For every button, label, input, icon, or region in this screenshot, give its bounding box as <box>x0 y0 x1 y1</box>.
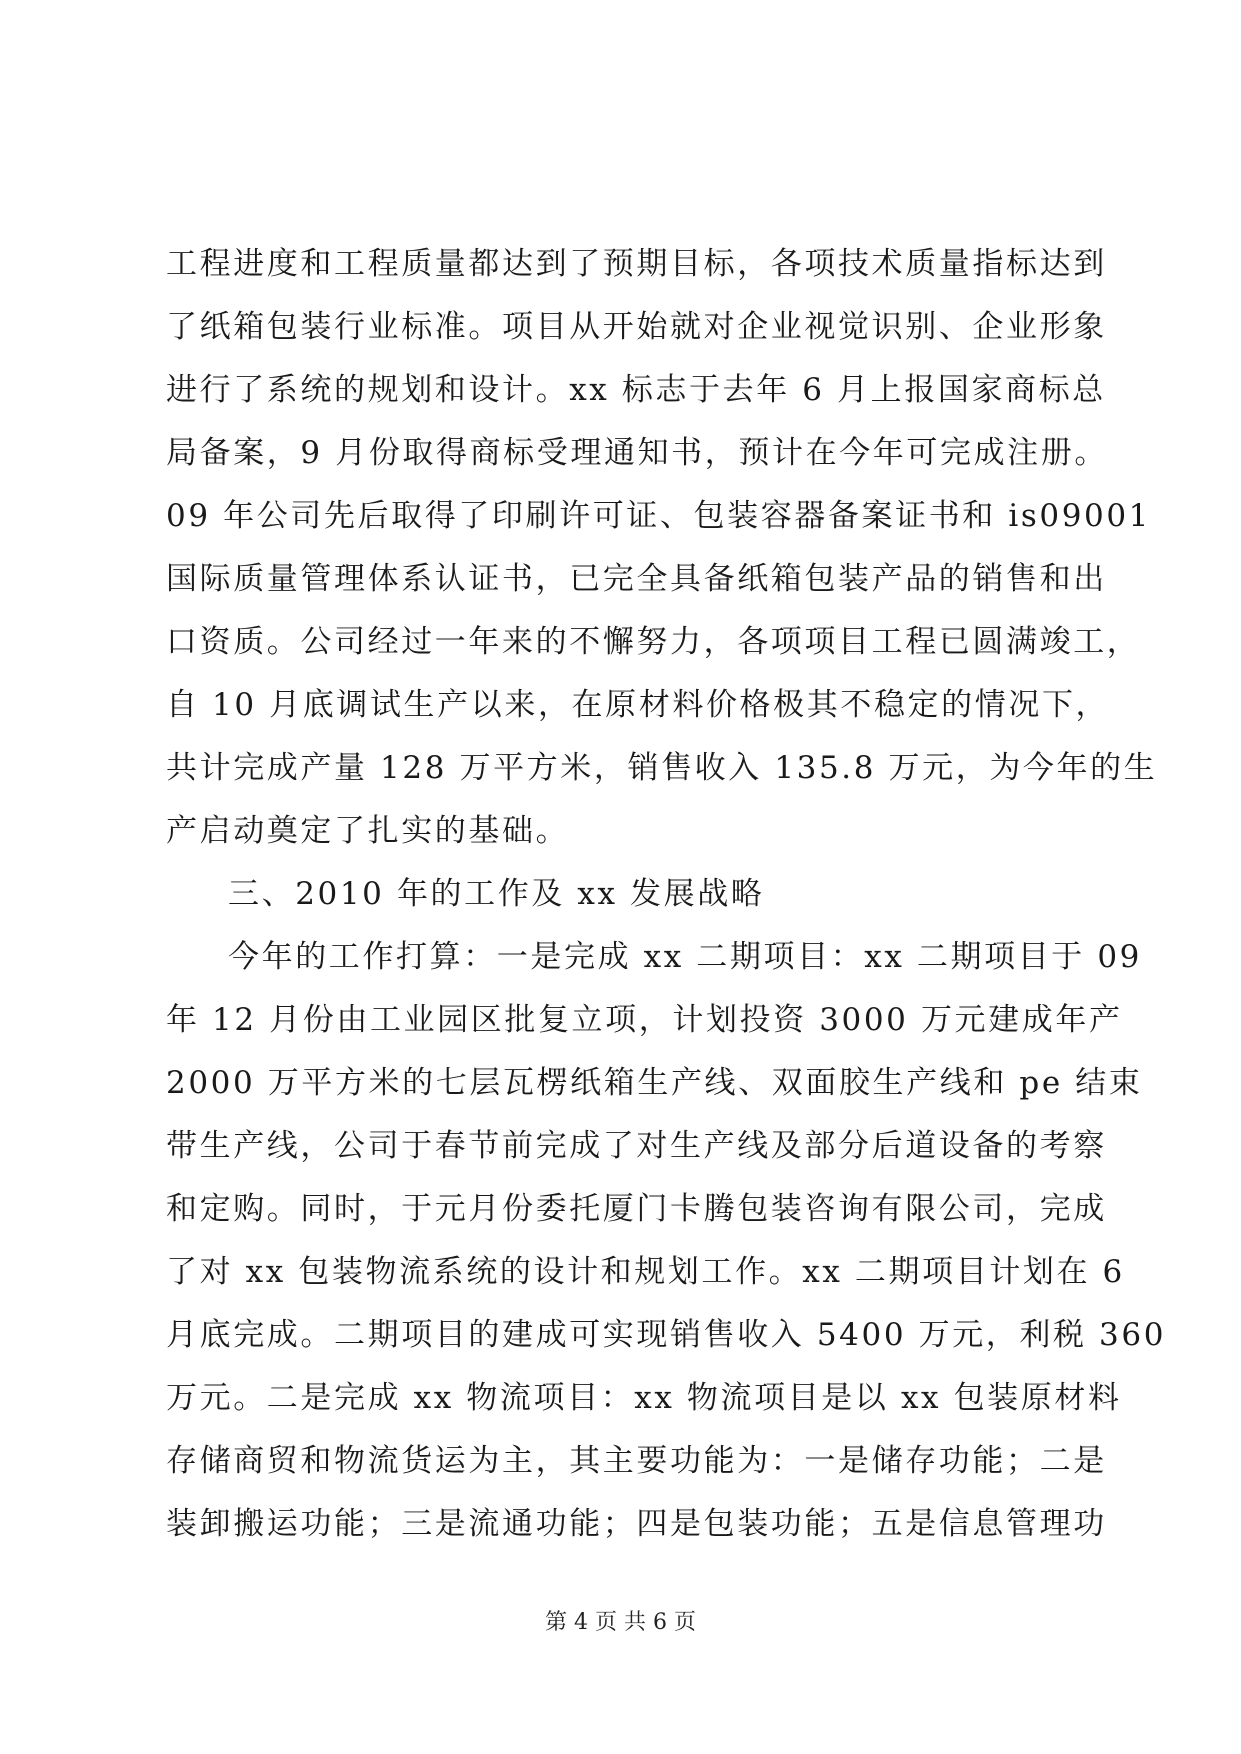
page-number: 第 4 页 共 6 页 <box>545 1610 696 1635</box>
text-line: 了纸箱包装行业标准。项目从开始就对企业视觉识别、企业形象 <box>166 309 1107 345</box>
text-line: 带生产线，公司于春节前完成了对生产线及部分后道设备的考察 <box>166 1128 1107 1164</box>
text-line: 产启动奠定了扎实的基础。 <box>166 813 570 849</box>
page-footer <box>0 1608 1241 1638</box>
text-line: 月底完成。二期项目的建成可实现销售收入 5400 万元，利税 360 <box>166 1317 1167 1353</box>
text-line: 局备案，9 月份取得商标受理通知书，预计在今年可完成注册。 <box>166 435 1108 471</box>
text-line: 今年的工作打算：一是完成 xx 二期项目：xx 二期项目于 09 <box>228 939 1142 975</box>
text-line: 自 10 月底调试生产以来，在原材料价格极其不稳定的情况下， <box>166 687 1110 723</box>
text-line: 了对 xx 包装物流系统的设计和规划工作。xx 二期项目计划在 6 <box>166 1254 1125 1290</box>
text-line: 进行了系统的规划和设计。xx 标志于去年 6 月上报国家商标总 <box>166 372 1106 408</box>
text-line: 国际质量管理体系认证书，已完全具备纸箱包装产品的销售和出 <box>166 561 1107 597</box>
text-line: 万元。二是完成 xx 物流项目：xx 物流项目是以 xx 包装原材料 <box>166 1380 1122 1416</box>
text-line: 存储商贸和物流货运为主，其主要功能为：一是储存功能；二是 <box>166 1443 1107 1479</box>
text-line: 共计完成产量 128 万平方米，销售收入 135.8 万元，为今年的生 <box>166 750 1158 786</box>
text-line: 装卸搬运功能；三是流通功能；四是包装功能；五是信息管理功 <box>166 1506 1107 1542</box>
text-line: 口资质。公司经过一年来的不懈努力，各项项目工程已圆满竣工， <box>166 624 1141 660</box>
document-body <box>166 233 1167 1556</box>
text-line: 和定购。同时，于元月份委托厦门卡腾包装咨询有限公司，完成 <box>166 1191 1107 1227</box>
text-line: 年 12 月份由工业园区批复立项，计划投资 3000 万元建成年产 <box>166 1002 1123 1038</box>
section-heading: 三、2010 年的工作及 xx 发展战略 <box>228 876 765 912</box>
text-line: 工程进度和工程质量都达到了预期目标，各项技术质量指标达到 <box>166 246 1107 282</box>
text-line: 09 年公司先后取得了印刷许可证、包装容器备案证书和 is09001 <box>166 498 1151 534</box>
text-line: 2000 万平方米的七层瓦楞纸箱生产线、双面胶生产线和 pe 结束 <box>166 1065 1143 1101</box>
